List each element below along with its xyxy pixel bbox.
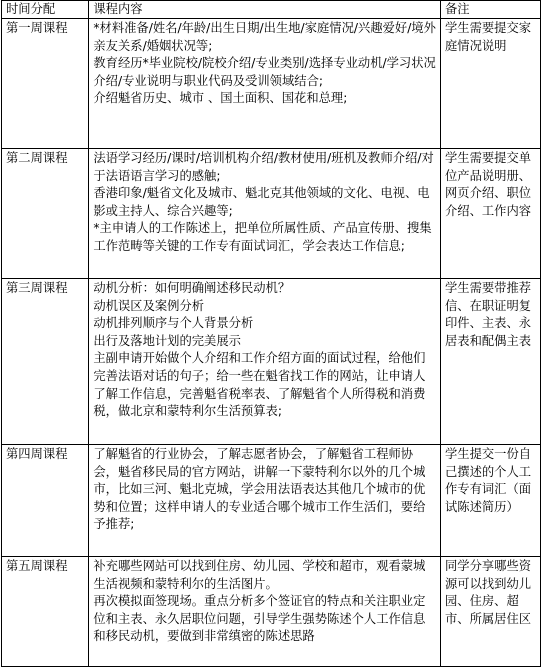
course-content-cell <box>89 279 441 445</box>
course-content-cell <box>89 19 441 149</box>
course-schedule-table <box>1 0 541 667</box>
content-paragraph: 再次模拟面签现场。重点分析多个签证官的特点和关注职业定位和主表、永久居职位问题，引导学生强势陈述个人工作信息和移民动机，要做到非常缜密的陈述思路 <box>93 594 426 644</box>
content-paragraph: 教育经历*毕业院校/院校介绍/专业类别/选择专业动机/学习状况介绍/专业说明与职业代码及受训领域结合; <box>93 56 436 88</box>
content-paragraph: 了解魁省的行业协会，了解志愿者协会，了解魁省工程师协会，魁省移民局的官方网站，讲解一下蒙特利尔以外的几个城市，比如三河、魁北克城，学会用法语表达其他几个城市的优势和位置；这样申请人的专业适合哪个城市工作生活们，要给予推荐; <box>93 447 426 532</box>
week-label: 第五周课程 <box>2 557 89 667</box>
course-content-cell <box>89 557 441 667</box>
content-paragraph: 法语学习经历/课时/培训机构介绍/教材使用/班机及教师介绍/对于法语语言学习的感触; <box>93 151 434 183</box>
content-paragraph: 介绍魁省历史、城市 、国土面积、国花和总理; <box>93 91 348 106</box>
content-paragraph: 动机误区及案例分析 <box>93 298 205 313</box>
table-row <box>2 19 541 149</box>
table-row <box>2 149 541 279</box>
week-label: 第四周课程 <box>2 445 89 557</box>
table-header-row <box>2 1 541 19</box>
week-label: 第二周课程 <box>2 149 89 279</box>
table-row <box>2 279 541 445</box>
content-paragraph: 动机分析：如何明确阐述移民动机？ <box>93 281 291 295</box>
note-cell: 学生需要带推荐信、在职证明复印件、主表、永居表和配偶主表 <box>440 279 540 445</box>
header-time-allocation: 时间分配 <box>2 1 89 19</box>
content-paragraph: 香港印象/魁省文化及城市、魁北克其他领域的文化、电视、电影或主持人、综合兴趣等; <box>93 186 430 218</box>
content-paragraph: *主申请人的工作陈述上，把单位所属性质、产品宣传册、搜集工作范畴等关键的工作专有面试词汇，学会表达工作信息; <box>93 221 432 253</box>
content-paragraph: 主副申请开始做个人介绍和工作介绍方面的面试过程，给他们完善法语对话的句子；给一些在魁省找工作的网站，让申请人了解工作信息，完善魁省税率表、了解魁省个人所得税和消费税，做北京和蒙特利尔生活预算表; <box>93 351 426 419</box>
note-cell: 同学分享哪些资源可以找到幼儿园、住房、超市、所属居住区 <box>440 557 540 667</box>
note-cell: 学生提交一份自己撰述的个人工作专有词汇（面试陈述简历） <box>440 445 540 557</box>
content-paragraph: 出行及落地计划的完美展示 <box>93 333 241 348</box>
content-paragraph: *材料准备/姓名/年龄/出生日期/出生地/家庭情况/兴趣爱好/境外亲友关系/婚姻状况等; <box>93 21 436 53</box>
week-label: 第一周课程 <box>2 19 89 149</box>
table-row <box>2 445 541 557</box>
content-paragraph: 补充哪些网站可以找到住房、幼儿园、学校和超市，观看蒙城生活视频和蒙特利尔的生活图片。 <box>93 559 426 591</box>
course-content-cell <box>89 445 441 557</box>
course-content-cell <box>89 149 441 279</box>
content-paragraph: 动机排列顺序与个人背景分析 <box>93 316 254 331</box>
note-cell: 学生需要提交家庭情况说明 <box>440 19 540 149</box>
week-label: 第三周课程 <box>2 279 89 445</box>
header-course-content: 课程内容 <box>89 1 441 19</box>
header-notes: 备注 <box>440 1 540 19</box>
note-cell: 学生需要提交单位产品说明册、网页介绍、职位介绍、工作内容 <box>440 149 540 279</box>
table-row <box>2 557 541 667</box>
